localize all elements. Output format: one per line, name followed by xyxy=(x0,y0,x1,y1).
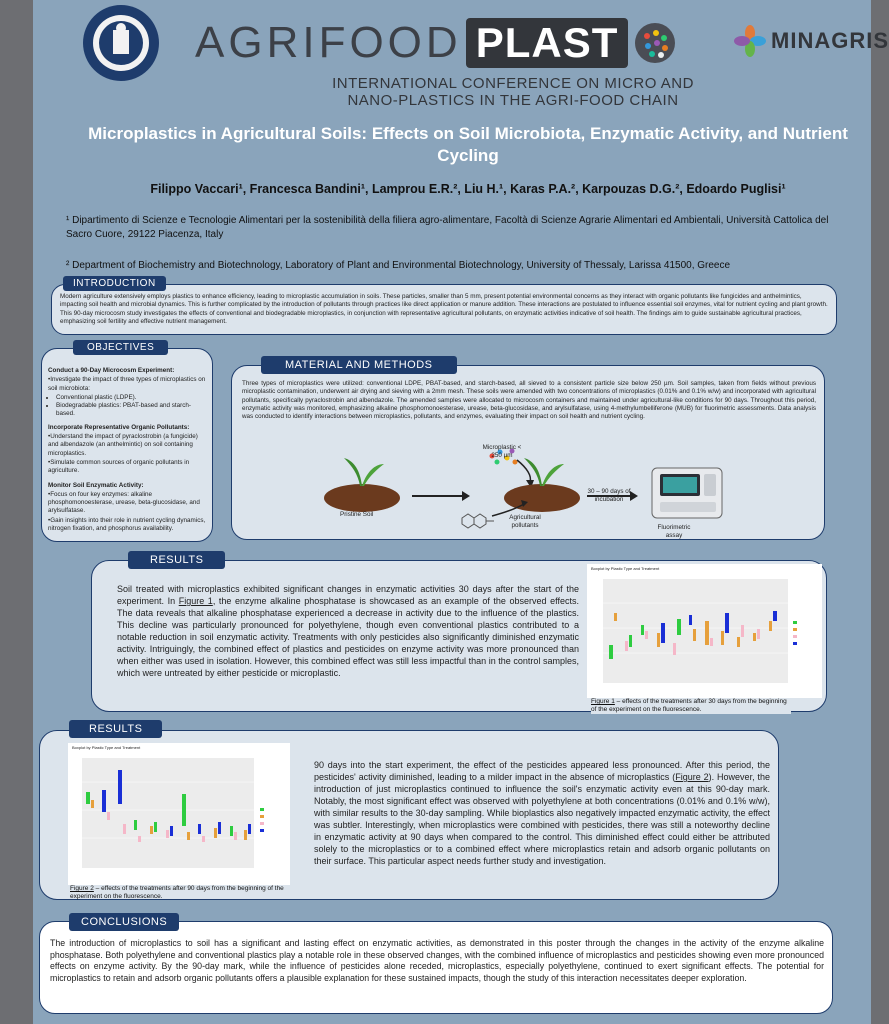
objectives-s1-title: Conduct a 90-Day Microcosm Experiment: xyxy=(48,367,175,374)
objectives-heading: OBJECTIVES xyxy=(73,340,168,355)
figure2-link[interactable]: Figure 2 xyxy=(675,772,709,782)
figure2-boxplot xyxy=(68,752,290,884)
introduction-box xyxy=(51,284,837,335)
objectives-s3-b2: •Gain insights into their role in nutrient cycling dynamics, nitrogen fixation, and phosphorus availability. xyxy=(48,516,206,533)
label-pristine-soil: Pristine Soil xyxy=(340,511,374,518)
conclusions-box xyxy=(39,921,833,1014)
results2-text: 90 days into the start experiment, the effect of the pesticides appeared less pronounced. After this period, the pesticides' activity diminished, leading to a milder impact in the absence of microplastics (Figure 2). However, the introduction of just microplastics continued to influence the soil's enzymatic activity even at this 90-day mark. Notably, the most significant effect was observed with polyethylene at both concentrations (0.01% and 0.1% w/w), with similar results to the 30-day sampling. While bioplastics also negatively impacted enzymatic activity, the effect was subtler. Interestingly, when microplastics were combined with pesticides, there was still a noteworthy decline in enzymatic activity at 90 days when compared to the control. This diminished effect could either be attributed solely to the microplastics or to a combined effect where microplastics retain and adsorb organic pollutants on their surface. This particular aspect needs further study and investigation. xyxy=(314,760,770,866)
figure2-legend xyxy=(260,808,264,832)
objectives-s3-title: Monitor Soil Enzymatic Activity: xyxy=(48,481,144,489)
methods-heading: MATERIAL AND METHODS xyxy=(261,356,457,374)
brand-agrifood: AGRIFOOD xyxy=(195,18,462,67)
objectives-s2-b2: •Simulate common sources of organic pollutants in agriculture. xyxy=(48,458,190,475)
pollutant-molecule-icon xyxy=(462,514,494,528)
label-microplastic: Microplastic < xyxy=(482,444,522,451)
results2-box xyxy=(39,730,779,900)
label-incubation: 30 – 90 days of incubation xyxy=(587,488,631,504)
methods-box xyxy=(231,365,825,540)
results1-heading: RESULTS xyxy=(128,551,225,569)
conference-title xyxy=(253,75,773,109)
figure2-caption: Figure 2 – effects of the treatments after 90 days from the beginning of the experiment on the fluorescence. xyxy=(70,885,284,900)
figure1-caption: Figure 1 – effects of the treatments after 30 days from the beginning of the experiment on the fluorescence. xyxy=(591,698,791,714)
brand-logo xyxy=(195,18,676,68)
affiliation-1: ¹ Dipartimento di Scienze e Tecnologie Alimentari per la sostenibilità della filiera agro-alimentare, Facoltà di Scienze Agrarie Alimentari ed Ambientali, Università Cattolica del Sacro Cuore, 29122 Piacenza, Italy xyxy=(66,215,829,240)
partner-logo xyxy=(733,24,889,58)
conclusions-text: The introduction of microplastics to soil has a significant and lasting effect on enzymatic activities, as demonstrated in this poster through the changes in the activity of the enzyme alkaline phosphatase. Both polyethylene and conventional plastics play a notable role in these observed changes, with the combined influence of microplastics and pesticides showing even more pronounced effects on enzyme activity. By the 90-day mark, while the influence of pesticides alone receded, microplastics, especially polyethylene, continued to exert significant effects. The potential for microplastics to retain and adsorb organic pollutants offers a plausible explanation for these sustained impacts, though the study of this interaction necessitates deeper exploration. xyxy=(50,938,824,983)
results2-heading: RESULTS xyxy=(69,720,162,738)
authors: Filippo Vaccari¹, Francesca Bandini¹, Lamprou E.R.², Liu H.¹, Karas P.A.², Karpouzas D.G.², Edoardo Puglisi¹ xyxy=(150,182,786,196)
figure1-title: Boxplot by Plastic Type and Treatment xyxy=(591,566,660,571)
affiliation-2: ² Department of Biochemistry and Biotechnology, Laboratory of Plant and Environmental Biotechnology, University of Thessaly, Larissa 41500, Greece xyxy=(66,260,731,271)
conference-line-2: NANO-PLASTICS IN THE AGRI-FOOD CHAIN xyxy=(347,92,679,109)
fluorimeter-device-icon xyxy=(652,468,722,518)
minagris-flower-icon xyxy=(733,24,767,58)
partner-name: MINAGRIS xyxy=(771,28,889,53)
introduction-heading: INTRODUCTION xyxy=(63,276,166,291)
figure1-link[interactable]: Figure 1 xyxy=(178,596,213,606)
label-size: 250 µm xyxy=(491,452,513,460)
figure2 xyxy=(68,743,290,885)
methods-text: Three types of microplastics were utilized: conventional LDPE, PBAT-based, and starch-based, all sieved to a consistent particle size below 250 µm. Soil samples, taken from fields without previous microplastic contamination, underwent air drying and sieving with a 2mm mesh. These soils were amended with two concentrations of microplastics (0.01% and 0.1% w/w) and incorporated with agricultural pollutants, specifically pyraclostrobin and albendazole. The amended samples were allocated to microcosm containers and maintained under agricultural-like conditions for 90 days. Throughout this period, enzymatic activity was monitored, emphasizing alkaline phosphomonoesterase, urease, beta-glucosidase, and arylsulfatase, using 4-methylumbelliferone (MUB) for fluorimetric assessments. Data analysis was conducted to identify interactions between microplastics, pollutants, and enzymes, evaluating their impact on soil health and nutrient cycling. xyxy=(242,380,816,421)
conference-line-1: INTERNATIONAL CONFERENCE ON MICRO AND xyxy=(332,75,694,92)
figure1 xyxy=(587,564,822,698)
objectives-s1-intro: •Investigate the impact of three types of microplastics on soil microbiota: xyxy=(48,376,206,392)
poster xyxy=(33,0,889,1024)
figure2-title: Boxplot by Plastic Type and Treatment xyxy=(72,745,141,750)
label-assay: Fluorimetric assay xyxy=(657,524,691,540)
poster-title: Microplastics in Agricultural Soils: Effects on Soil Microbiota, Enzymatic Activity, and Nutrient Cycling xyxy=(88,124,848,165)
globe-dots-icon xyxy=(634,22,676,64)
figure1-boxplot xyxy=(587,573,822,697)
objectives-s1-b2: • Biodegradable plastics: PBAT-based and starch-based. xyxy=(56,402,208,419)
brand-plast: PLAST xyxy=(466,18,629,68)
conclusions-heading: CONCLUSIONS xyxy=(69,913,179,931)
objectives-box xyxy=(41,348,213,542)
objectives-s1-b1: • Conventional plastic (LDPE). xyxy=(56,394,208,402)
objectives-s3-b1: •Focus on four key enzymes: alkaline phosphomonoesterase, urease, beta-glucosidase, and arylsulfatase. xyxy=(48,490,200,515)
introduction-text: Modern agriculture extensively employs plastics to enhance efficiency, leading to microplastic accumulation in soils. These particles, smaller than 5 mm, present potential environmental concerns as they interact with organic pollutants like fungicides and anthelmintics, impacting soil health and microbial dynamics. This is further complicated by the introduction of pollutants through practices like direct application or manure addition. These interactions are postulated to influence essential soil enzymes, vital for nutrient cycling and plant growth. This 90-day microcosm study investigates the effects of conventional and biodegradable microplastics, in conjunction with representative agricultural pollutants, on enzymatic activities indicative of soil health. The findings aim to guide sustainable agricultural practices, emphasizing soil fertility and effective nutrient management. xyxy=(60,293,828,325)
figure1-legend xyxy=(793,621,797,645)
results1-box xyxy=(91,560,827,712)
results1-text: Soil treated with microplastics exhibited significant changes in enzymatic activities 30 days after the start of the experiment. In Figure 1, the enzyme alkaline phosphatase is showcased as an example of the observed effects. The data reveals that alkaline phosphatase experienced a decrease in activity due to the influence of the plastics. This decline was particularly pronounced for polyethylene, though even conventional plastics contributed to a notable reduction in soil enzymatic activity. Treatments with only pesticides also significantly diminished enzymatic activity. Intriguingly, the combined effect of plastics and pesticides on enzyme activity was more pronounced than when either was used in isolation. However, this combined effect was still less impactful than in the control samples, which were untreated by either pesticide or microplastic. xyxy=(117,584,579,678)
university-seal-logo xyxy=(73,0,169,86)
label-pollutants: Agricultural pollutants xyxy=(509,514,541,530)
objectives-s2-title: Incorporate Representative Organic Pollutants: xyxy=(48,423,190,431)
objectives-s2-b1: •Understand the impact of pyraclostrobin (a fungicide) and albendazole (an anthelmintic) on soil containing microplastics. xyxy=(48,433,198,457)
